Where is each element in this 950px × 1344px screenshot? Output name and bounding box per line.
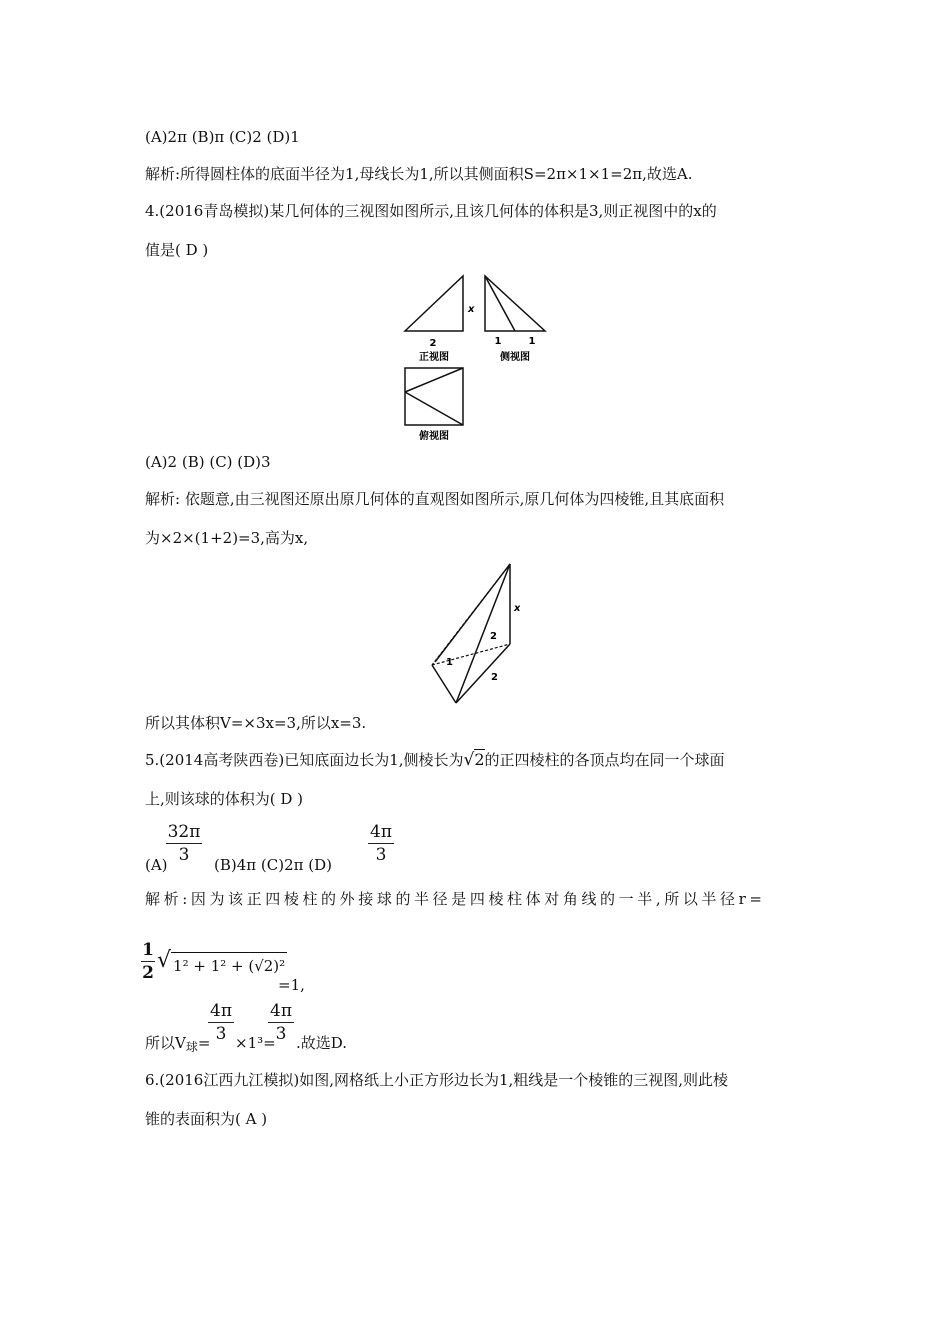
volume-fraction-2 <box>268 1001 294 1044</box>
q5-stem-line1 <box>145 750 725 770</box>
q4-stem-line2: 值是( D ) <box>145 241 209 259</box>
radicand: 1² + 1² + (√2)² <box>171 952 287 977</box>
q3-options: (A)2π (B)π (C)2 (D)1 <box>145 128 300 146</box>
q3-solution: 解析:所得圆柱体的底面半径为1,母线长为1,所以其侧面积S=2π×1×1=2π,故选A. <box>145 165 693 183</box>
pyramid-left-edge <box>435 564 510 662</box>
radical-expression <box>157 949 287 977</box>
fraction-numerator: 1 <box>142 940 154 960</box>
volume-subscript: 球 <box>185 1040 198 1054</box>
pyramid-inner-2-label: 2 <box>490 631 497 642</box>
volume-middle: ×1³= <box>235 1034 276 1052</box>
side-view-triangle <box>485 276 545 331</box>
front-view-triangle <box>405 276 463 331</box>
three-view-figure <box>395 268 555 446</box>
fraction-numerator: 4π <box>270 1001 292 1021</box>
radius-result: =1, <box>278 976 305 994</box>
q4-solution-line1: 解析: 依题意,由三视图还原出原几何体的直观图如图所示,原几何体为四棱锥,且其底面积 <box>145 490 725 508</box>
fraction-denominator: 3 <box>375 845 387 865</box>
front-view-base-label: 2 <box>429 338 437 349</box>
sqrt-symbol: √ <box>157 948 172 973</box>
side-view-caption: 侧视图 <box>500 352 530 363</box>
side-view-left-label: 1 <box>494 336 502 347</box>
q5-stem-line2: 上,则该球的体积为( D ) <box>145 790 304 808</box>
q5-stem-post: 的正四棱柱的各顶点均在同一个球面 <box>484 751 725 769</box>
volume-fraction-1 <box>208 1001 234 1044</box>
fraction-denominator: 3 <box>215 1024 227 1044</box>
q5-solution-line1: 解析:因为该正四棱柱的外接球的半径是四棱柱体对角线的一半,所以半径r= <box>145 890 766 908</box>
volume-prefix: 所以V <box>145 1034 186 1052</box>
q5-stem-pre: 5.(2014高考陕西卷)已知底面边长为1,侧棱长为 <box>145 751 464 769</box>
pyramid-base-left <box>432 665 456 703</box>
side-view-right-label: 1 <box>528 336 536 347</box>
fraction-numerator: 4π <box>370 822 392 842</box>
fraction-numerator: 4π <box>210 1001 232 1021</box>
q6-stem-line2: 锥的表面积为( A ) <box>145 1110 268 1128</box>
pyramid-outer-2-label: 2 <box>491 672 498 683</box>
q4-conclusion: 所以其体积V=×3x=3,所以x=3. <box>145 714 367 732</box>
volume-equals: = <box>197 1034 211 1052</box>
pyramid-front-edge <box>456 564 510 703</box>
front-view-x-label: x <box>468 304 475 315</box>
q6-stem-line1: 6.(2016江西九江模拟)如图,网格纸上小正方形边长为1,粗线是一个棱锥的三视图,则此棱 <box>145 1071 729 1089</box>
q4-stem-line1: 4.(2016青岛模拟)某几何体的三视图如图所示,且该几何体的体积是3,则正视图中的x的 <box>145 202 717 220</box>
volume-tail: .故选D. <box>296 1034 348 1052</box>
q5-options-bcd: (B)4π (C)2π (D) <box>214 856 332 874</box>
top-view-diagonal-2 <box>405 392 463 425</box>
q4-options: (A)2 (B) (C) (D)3 <box>145 453 271 471</box>
pyramid-base-right <box>456 644 510 703</box>
pyramid-base-hidden <box>432 644 510 665</box>
q4-solution-line2: 为×2×(1+2)=3,高为x, <box>145 529 309 547</box>
pyramid-1-label: 1 <box>446 657 453 668</box>
front-view-caption: 正视图 <box>419 352 449 363</box>
side-view-inner-line <box>485 276 515 331</box>
fraction-numerator: 32π <box>167 822 201 842</box>
q5-option-d-fraction <box>368 822 394 865</box>
top-view-caption: 俯视图 <box>419 431 449 442</box>
top-view-diagonal-1 <box>405 368 463 392</box>
q5-stem-root: 2 <box>474 750 485 769</box>
sqrt-symbol: √ <box>463 750 475 770</box>
fraction-denominator: 3 <box>178 845 190 865</box>
pyramid-figure <box>420 556 520 710</box>
half-fraction <box>141 940 155 983</box>
pyramid-x-label: x <box>514 603 520 614</box>
q5-option-a-label: (A) <box>145 856 168 874</box>
fraction-denominator: 3 <box>275 1024 287 1044</box>
q5-option-a-fraction <box>166 822 202 865</box>
q5-volume-line <box>145 1033 210 1057</box>
fraction-denominator: 2 <box>142 963 154 983</box>
